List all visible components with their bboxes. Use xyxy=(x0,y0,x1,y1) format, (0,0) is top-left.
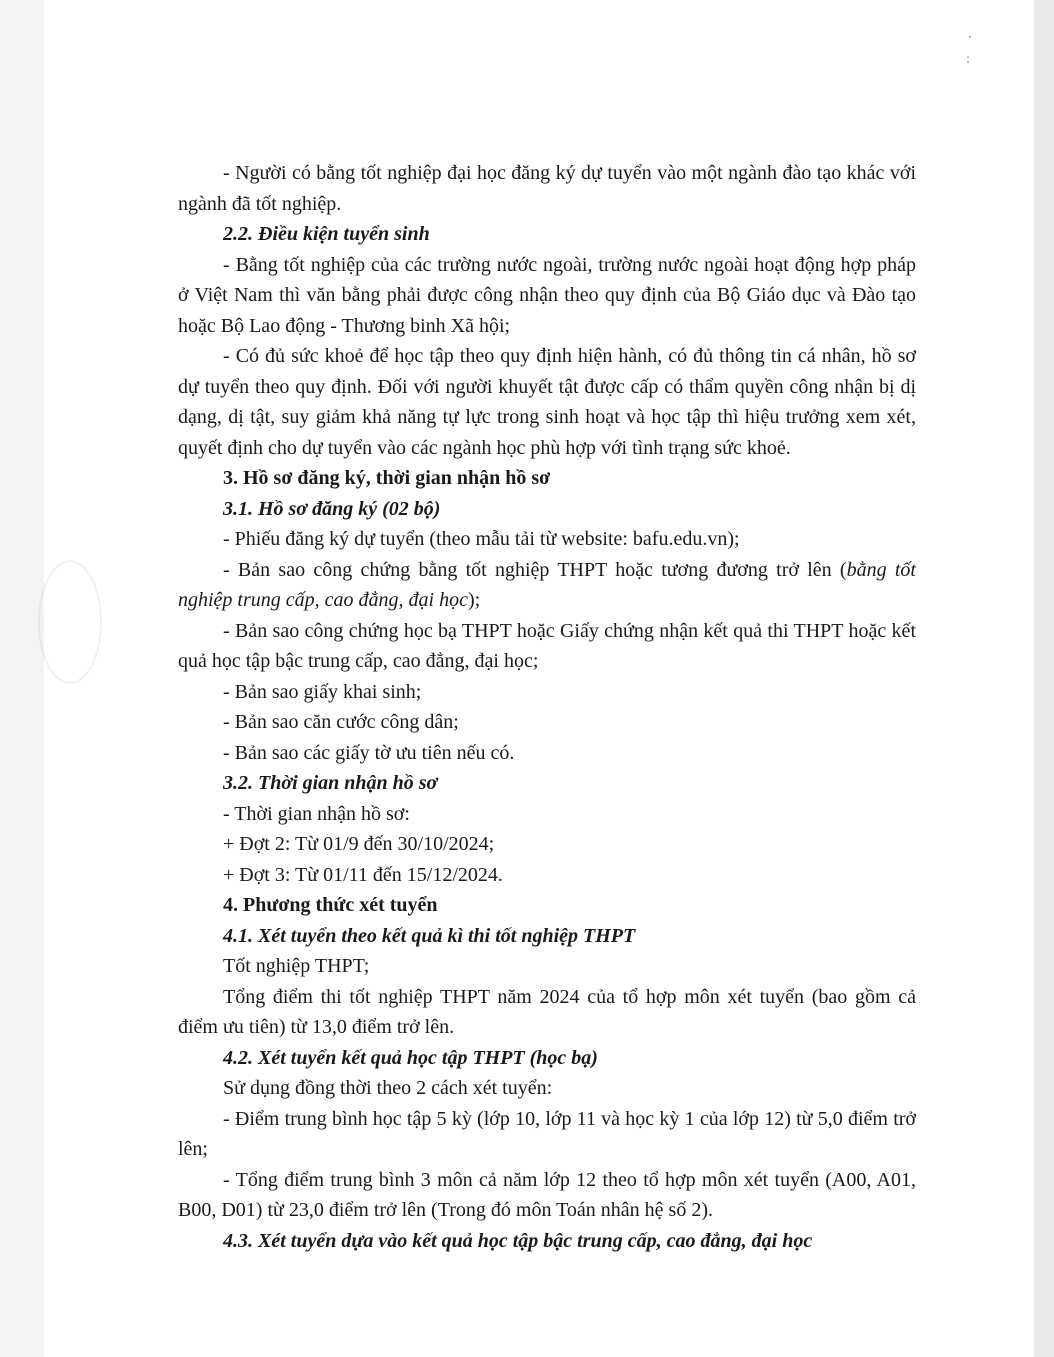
section-heading-3-2: 3.2. Thời gian nhận hồ sơ xyxy=(223,772,438,794)
list-item-italic: bằng tốt nghiệp trung cấp, cao đẳng, đại học xyxy=(178,558,916,611)
list-item: - Bản sao các giấy tờ ưu tiên nếu có. xyxy=(223,741,515,764)
list-item: - Tổng điểm trung bình 3 môn cả năm lớp 12 theo tổ hợp môn xét tuyển (A00, A01, B00, D01) từ 23,0 điểm trở lên (Trong đó môn Toán nhân hệ số 2). xyxy=(178,1168,916,1221)
list-item-tail: ); xyxy=(467,589,481,611)
paragraph: Tốt nghiệp THPT; xyxy=(223,955,370,977)
section-heading-4-3: 4.3. Xét tuyển dựa vào kết quả học tập bậc trung cấp, cao đẳng, đại học xyxy=(223,1229,813,1252)
paragraph: - Có đủ sức khoẻ để học tập theo quy định hiện hành, có đủ thông tin cá nhân, hồ sơ dự tuyển theo quy định. Đối với người khuyết tật được cấp có thẩm quyền công nhận bị dị dạng, dị tật, suy giảm khả năng tự lực trong sinh hoạt và học tập thì hiệu trưởng xem xét, quyết định cho dự tuyển vào các ngành học phù hợp với tình trạng sức khoẻ. xyxy=(178,345,916,459)
list-item-text: - Bản sao công chứng bằng tốt nghiệp THPT hoặc tương đương trở lên ( xyxy=(223,558,847,581)
page-edge xyxy=(1034,0,1054,1357)
list-item xyxy=(178,555,916,616)
list-item: - Phiếu đăng ký dự tuyển (theo mẫu tải từ website: bafu.edu.vn); xyxy=(223,528,740,550)
paragraph: Tổng điểm thi tốt nghiệp THPT năm 2024 của tổ hợp môn xét tuyển (bao gồm cả điểm ưu tiên) từ 13,0 điểm trở lên. xyxy=(178,985,916,1038)
scan-speck: : xyxy=(966,52,971,66)
faded-stamp-mark xyxy=(38,560,102,684)
paragraph: - Người có bằng tốt nghiệp đại học đăng ký dự tuyển vào một ngành đào tạo khác với ngành đã tốt nghiệp. xyxy=(178,162,916,215)
section-heading-2-2: 2.2. Điều kiện tuyển sinh xyxy=(223,223,430,245)
section-heading-3-1: 3.1. Hồ sơ đăng ký (02 bộ) xyxy=(223,497,441,520)
section-heading-4-1: 4.1. Xét tuyển theo kết quả kì thi tốt nghiệp THPT xyxy=(223,924,636,947)
list-item: - Bản sao căn cước công dân; xyxy=(223,711,459,733)
document-body xyxy=(178,158,916,1256)
scan-speck: · xyxy=(968,30,972,44)
list-item: - Bản sao công chứng học bạ THPT hoặc Giấy chứng nhận kết quả thi THPT hoặc kết quả học tập bậc trung cấp, cao đẳng, đại học; xyxy=(178,619,916,672)
paragraph: Sử dụng đồng thời theo 2 cách xét tuyển: xyxy=(223,1077,553,1099)
list-item: - Bản sao giấy khai sinh; xyxy=(223,680,422,703)
list-item: - Điểm trung bình học tập 5 kỳ (lớp 10, lớp 11 và học kỳ 1 của lớp 12) từ 5,0 điểm trở lên; xyxy=(178,1107,916,1160)
section-heading-4-2: 4.2. Xét tuyển kết quả học tập THPT (học bạ) xyxy=(223,1046,598,1069)
paragraph: - Bằng tốt nghiệp của các trường nước ngoài, trường nước ngoài hoạt động hợp pháp ở Việt Nam thì văn bằng phải được công nhận theo quy định của Bộ Giáo dục và Đào tạo hoặc Bộ Lao động - Thương binh Xã hội; xyxy=(178,253,916,337)
section-heading-4: 4. Phương thức xét tuyển xyxy=(223,894,438,916)
list-item: + Đợt 2: Từ 01/9 đến 30/10/2024; xyxy=(223,833,495,855)
section-heading-3: 3. Hồ sơ đăng ký, thời gian nhận hồ sơ xyxy=(223,467,551,489)
list-item: + Đợt 3: Từ 01/11 đến 15/12/2024. xyxy=(223,863,503,886)
list-item: - Thời gian nhận hồ sơ: xyxy=(223,802,410,825)
